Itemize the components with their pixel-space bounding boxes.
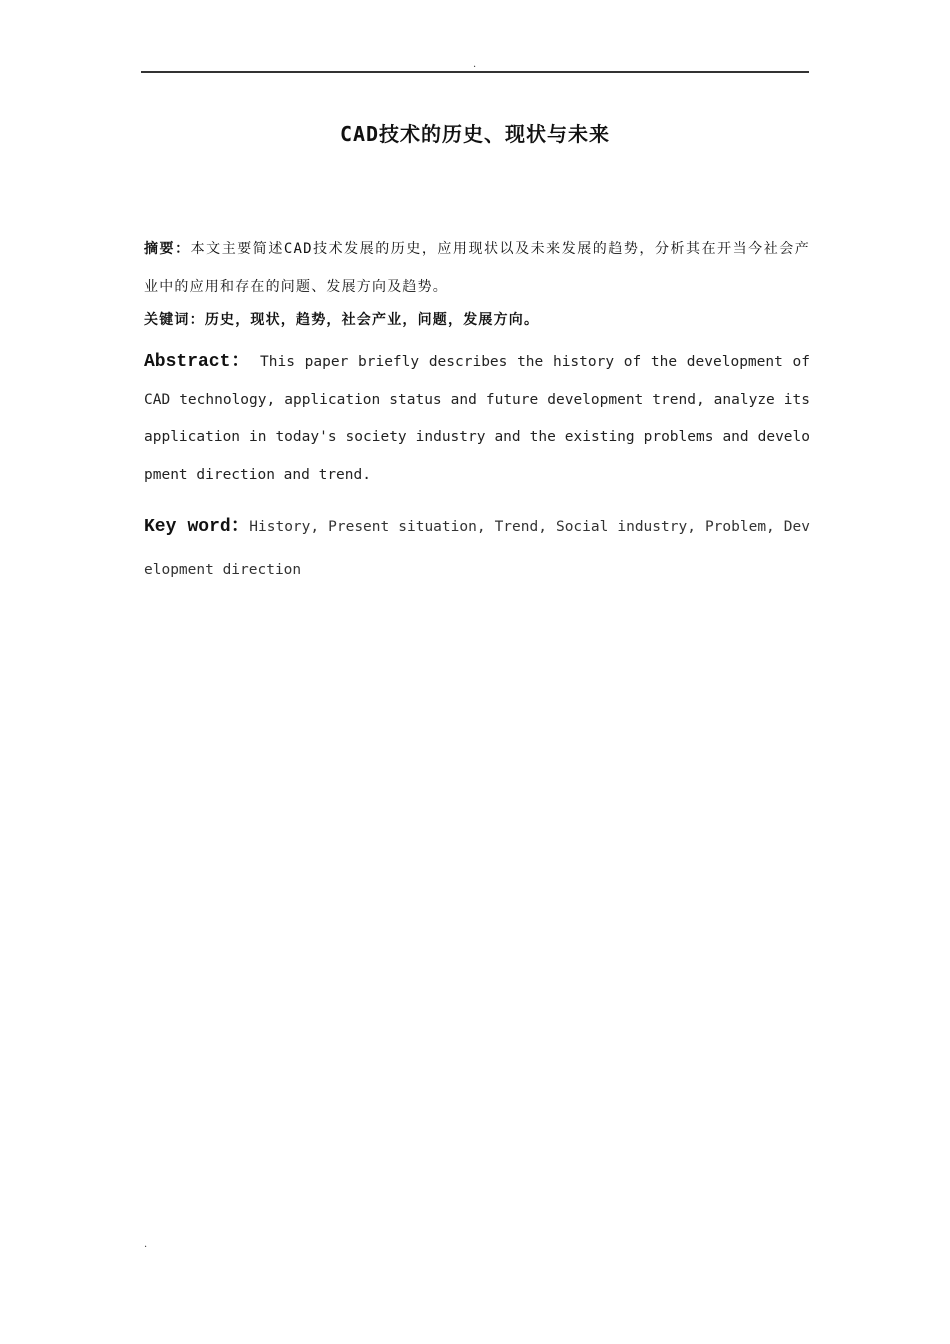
english-keywords xyxy=(144,506,810,592)
chinese-keywords-text: 历史，现状，趋势，社会产业，问题，发展方向。 xyxy=(204,312,540,328)
footer-marker: . xyxy=(144,1239,148,1250)
english-keywords-text: History, Present situation, Trend, Social industry, Problem, Development direction xyxy=(144,519,810,578)
header-marker: . xyxy=(473,59,477,70)
english-keywords-label: Key word： xyxy=(144,517,250,537)
header-rule xyxy=(141,71,809,73)
chinese-keywords xyxy=(144,303,810,337)
english-abstract-text: This paper briefly describes the history of the development of CAD technology, application status and future development trend, analyze its application in today's society industry and the existing problems and development direction and trend. xyxy=(144,354,810,483)
chinese-abstract-label: 摘要： xyxy=(144,241,191,257)
english-abstract xyxy=(144,344,810,494)
english-abstract-label: Abstract： xyxy=(144,352,251,372)
document-title: CAD技术的历史、现状与未来 xyxy=(339,122,611,146)
chinese-keywords-label: 关键词： xyxy=(144,312,205,328)
chinese-abstract xyxy=(144,230,810,306)
chinese-abstract-text: 本文主要简述CAD技术发展的历史，应用现状以及未来发展的趋势，分析其在开当今社会产业中的应用和存在的问题、发展方向及趋势。 xyxy=(144,241,810,295)
